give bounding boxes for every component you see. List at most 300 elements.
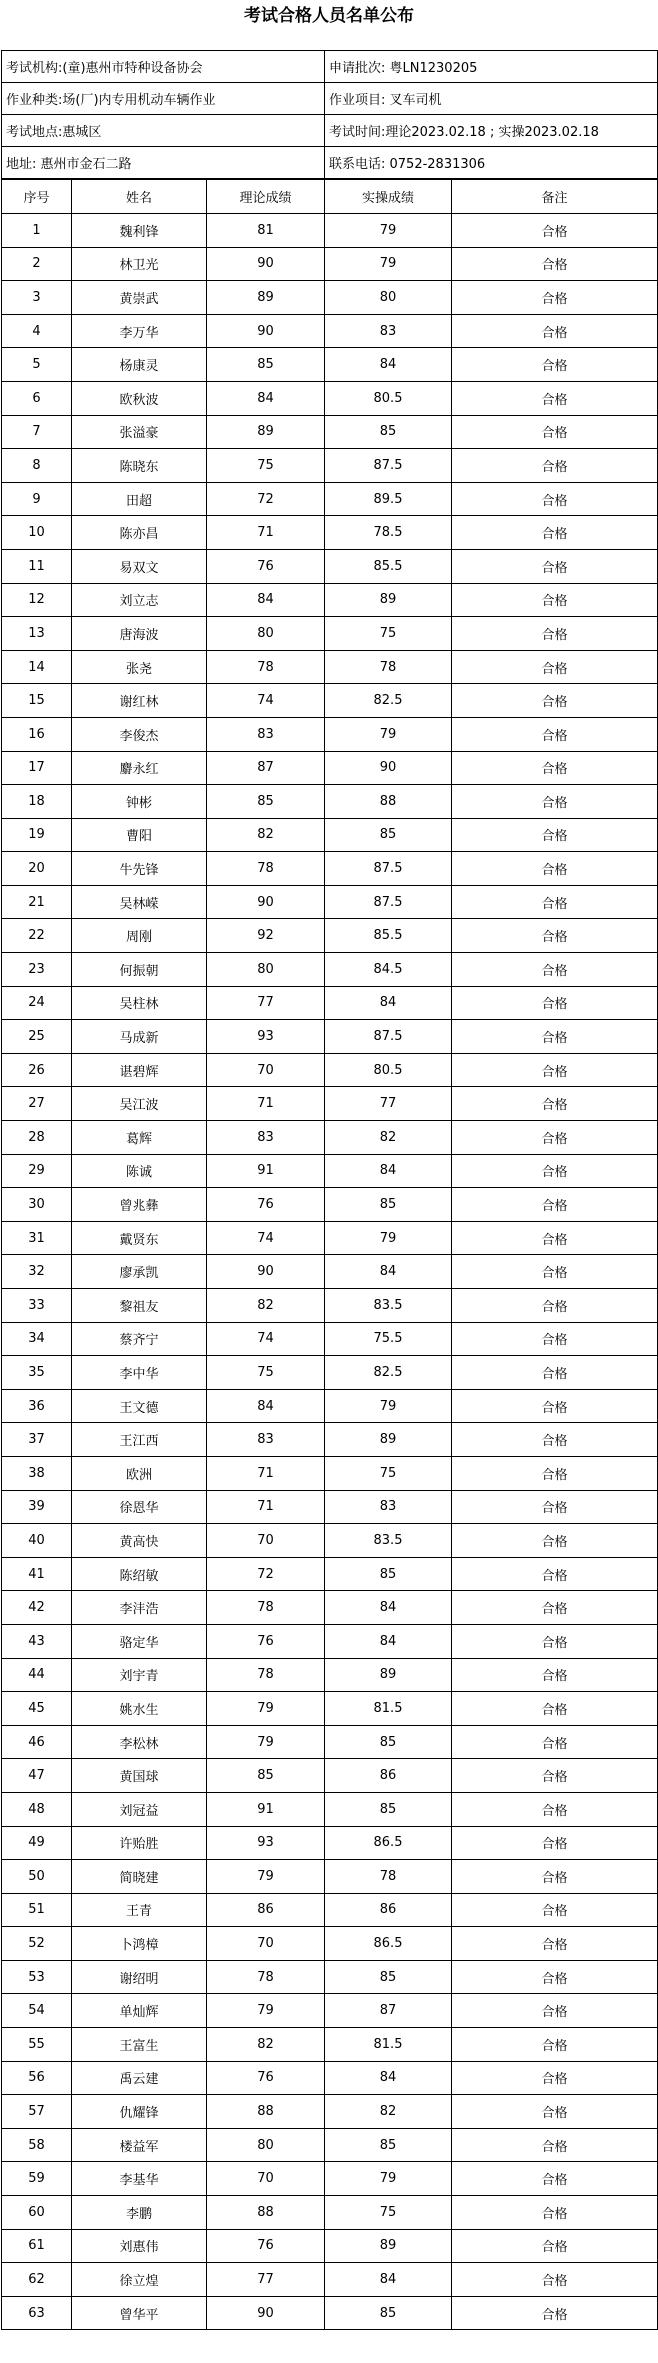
cell-remark: 合格 — [452, 2263, 658, 2297]
cell-index: 43 — [2, 1624, 72, 1658]
table-row — [2, 482, 658, 516]
table-row — [2, 1591, 658, 1625]
cell-practical-score: 90 — [325, 751, 452, 785]
cell-remark: 合格 — [452, 1020, 658, 1054]
cell-index: 61 — [2, 2229, 72, 2263]
cell-theory-score: 80 — [207, 953, 325, 987]
table-row — [2, 684, 658, 718]
cell-theory-score: 84 — [207, 1389, 325, 1423]
cell-theory-score: 85 — [207, 785, 325, 819]
cell-practical-score: 78 — [325, 650, 452, 684]
cell-name: 牛先锋 — [72, 852, 207, 886]
cell-theory-score: 83 — [207, 1121, 325, 1155]
cell-theory-score: 71 — [207, 1490, 325, 1524]
cell-remark: 合格 — [452, 1960, 658, 1994]
cell-index: 15 — [2, 684, 72, 718]
table-row — [2, 583, 658, 617]
cell-index: 30 — [2, 1188, 72, 1222]
cell-index: 18 — [2, 785, 72, 819]
cell-index: 63 — [2, 2296, 72, 2330]
cell-remark: 合格 — [452, 281, 658, 315]
table-row — [2, 281, 658, 315]
cell-remark: 合格 — [452, 1322, 658, 1356]
cell-index: 37 — [2, 1423, 72, 1457]
cell-name: 单灿辉 — [72, 1994, 207, 2028]
table-header-row — [2, 180, 658, 214]
table-row — [2, 1759, 658, 1793]
cell-name: 刘冠益 — [72, 1792, 207, 1826]
cell-practical-score: 88 — [325, 785, 452, 819]
cell-practical-score: 84 — [325, 1154, 452, 1188]
application-batch: 申请批次: 粤LN1230205 — [325, 51, 658, 83]
cell-remark: 合格 — [452, 717, 658, 751]
table-row — [2, 1826, 658, 1860]
table-row — [2, 785, 658, 819]
table-row — [2, 415, 658, 449]
cell-index: 21 — [2, 885, 72, 919]
cell-name: 李沣浩 — [72, 1591, 207, 1625]
cell-name: 麝永红 — [72, 751, 207, 785]
cell-remark: 合格 — [452, 650, 658, 684]
cell-remark: 合格 — [452, 1490, 658, 1524]
cell-index: 54 — [2, 1994, 72, 2028]
cell-index: 48 — [2, 1792, 72, 1826]
table-row — [2, 1255, 658, 1289]
table-row — [2, 1692, 658, 1726]
cell-index: 39 — [2, 1490, 72, 1524]
table-row — [2, 247, 658, 281]
cell-index: 12 — [2, 583, 72, 617]
table-row — [2, 717, 658, 751]
table-row — [2, 1121, 658, 1155]
cell-theory-score: 78 — [207, 650, 325, 684]
cell-theory-score: 70 — [207, 2162, 325, 2196]
cell-practical-score: 89 — [325, 1423, 452, 1457]
cell-name: 禹云建 — [72, 2061, 207, 2095]
results-table — [1, 179, 658, 2330]
cell-name: 陈亦昌 — [72, 516, 207, 550]
cell-index: 58 — [2, 2128, 72, 2162]
cell-name: 欧洲 — [72, 1456, 207, 1490]
cell-practical-score: 79 — [325, 1221, 452, 1255]
cell-remark: 合格 — [452, 1725, 658, 1759]
table-row — [2, 1221, 658, 1255]
cell-remark: 合格 — [452, 214, 658, 248]
cell-remark: 合格 — [452, 1759, 658, 1793]
cell-practical-score: 85 — [325, 2128, 452, 2162]
cell-practical-score: 89 — [325, 2229, 452, 2263]
cell-remark: 合格 — [452, 2229, 658, 2263]
cell-practical-score: 83 — [325, 1490, 452, 1524]
cell-remark: 合格 — [452, 818, 658, 852]
cell-practical-score: 79 — [325, 717, 452, 751]
cell-index: 62 — [2, 2263, 72, 2297]
cell-practical-score: 82.5 — [325, 684, 452, 718]
table-row — [2, 1087, 658, 1121]
table-row — [2, 1860, 658, 1894]
column-header-practical: 实操成绩 — [325, 180, 452, 214]
cell-remark: 合格 — [452, 348, 658, 382]
cell-name: 唐海波 — [72, 617, 207, 651]
cell-practical-score: 84 — [325, 986, 452, 1020]
cell-practical-score: 85 — [325, 1792, 452, 1826]
cell-index: 8 — [2, 449, 72, 483]
cell-theory-score: 76 — [207, 1188, 325, 1222]
table-row — [2, 2162, 658, 2196]
cell-theory-score: 90 — [207, 885, 325, 919]
cell-name: 王富生 — [72, 2028, 207, 2062]
cell-theory-score: 81 — [207, 214, 325, 248]
cell-remark: 合格 — [452, 986, 658, 1020]
table-row — [2, 1994, 658, 2028]
cell-theory-score: 74 — [207, 1221, 325, 1255]
cell-index: 51 — [2, 1893, 72, 1927]
cell-remark: 合格 — [452, 1557, 658, 1591]
cell-name: 陈诚 — [72, 1154, 207, 1188]
column-header-remark: 备注 — [452, 180, 658, 214]
cell-practical-score: 85 — [325, 2296, 452, 2330]
cell-theory-score: 82 — [207, 2028, 325, 2062]
cell-practical-score: 85 — [325, 1725, 452, 1759]
cell-name: 姚水生 — [72, 1692, 207, 1726]
cell-practical-score: 75 — [325, 1456, 452, 1490]
cell-practical-score: 87.5 — [325, 852, 452, 886]
table-row — [2, 1053, 658, 1087]
cell-index: 4 — [2, 314, 72, 348]
cell-theory-score: 80 — [207, 617, 325, 651]
cell-name: 王江西 — [72, 1423, 207, 1457]
cell-theory-score: 77 — [207, 2263, 325, 2297]
cell-name: 吴江波 — [72, 1087, 207, 1121]
cell-name: 廖承凯 — [72, 1255, 207, 1289]
cell-remark: 合格 — [452, 1792, 658, 1826]
cell-practical-score: 86.5 — [325, 1927, 452, 1961]
cell-practical-score: 85 — [325, 818, 452, 852]
cell-name: 易双文 — [72, 549, 207, 583]
cell-remark: 合格 — [452, 919, 658, 953]
table-row — [2, 449, 658, 483]
info-row — [2, 83, 658, 115]
cell-theory-score: 93 — [207, 1020, 325, 1054]
cell-name: 何振朝 — [72, 953, 207, 987]
cell-index: 10 — [2, 516, 72, 550]
cell-theory-score: 78 — [207, 1960, 325, 1994]
cell-name: 谢绍明 — [72, 1960, 207, 1994]
cell-practical-score: 86.5 — [325, 1826, 452, 1860]
cell-index: 34 — [2, 1322, 72, 1356]
cell-name: 刘惠伟 — [72, 2229, 207, 2263]
cell-theory-score: 80 — [207, 2128, 325, 2162]
column-header-theory: 理论成绩 — [207, 180, 325, 214]
cell-name: 曾兆彝 — [72, 1188, 207, 1222]
cell-name: 李基华 — [72, 2162, 207, 2196]
cell-name: 黎祖友 — [72, 1289, 207, 1323]
cell-practical-score: 85.5 — [325, 919, 452, 953]
table-row — [2, 1524, 658, 1558]
cell-name: 吴林嵘 — [72, 885, 207, 919]
cell-practical-score: 84 — [325, 1624, 452, 1658]
cell-remark: 合格 — [452, 1188, 658, 1222]
cell-practical-score: 80 — [325, 281, 452, 315]
cell-index: 7 — [2, 415, 72, 449]
cell-index: 16 — [2, 717, 72, 751]
cell-name: 林卫光 — [72, 247, 207, 281]
cell-index: 2 — [2, 247, 72, 281]
cell-index: 31 — [2, 1221, 72, 1255]
table-row — [2, 650, 658, 684]
cell-name: 周刚 — [72, 919, 207, 953]
cell-practical-score: 79 — [325, 2162, 452, 2196]
cell-remark: 合格 — [452, 1356, 658, 1390]
cell-index: 57 — [2, 2095, 72, 2129]
cell-name: 黄高快 — [72, 1524, 207, 1558]
cell-theory-score: 90 — [207, 314, 325, 348]
cell-name: 王青 — [72, 1893, 207, 1927]
cell-remark: 合格 — [452, 1893, 658, 1927]
cell-name: 欧秋波 — [72, 381, 207, 415]
cell-theory-score: 72 — [207, 1557, 325, 1591]
cell-remark: 合格 — [452, 449, 658, 483]
cell-theory-score: 76 — [207, 549, 325, 583]
cell-index: 22 — [2, 919, 72, 953]
cell-theory-score: 70 — [207, 1927, 325, 1961]
cell-remark: 合格 — [452, 1289, 658, 1323]
cell-name: 卜鸿樟 — [72, 1927, 207, 1961]
cell-name: 马成新 — [72, 1020, 207, 1054]
table-row — [2, 1557, 658, 1591]
cell-practical-score: 79 — [325, 1389, 452, 1423]
cell-remark: 合格 — [452, 1994, 658, 2028]
cell-name: 骆定华 — [72, 1624, 207, 1658]
cell-name: 简晓建 — [72, 1860, 207, 1894]
cell-remark: 合格 — [452, 1087, 658, 1121]
cell-index: 20 — [2, 852, 72, 886]
cell-remark: 合格 — [452, 583, 658, 617]
cell-index: 24 — [2, 986, 72, 1020]
cell-remark: 合格 — [452, 2061, 658, 2095]
cell-name: 吴柱林 — [72, 986, 207, 1020]
table-row — [2, 2229, 658, 2263]
cell-theory-score: 72 — [207, 482, 325, 516]
cell-practical-score: 86 — [325, 1759, 452, 1793]
cell-name: 李松林 — [72, 1725, 207, 1759]
cell-practical-score: 89 — [325, 583, 452, 617]
table-row — [2, 214, 658, 248]
cell-practical-score: 85 — [325, 415, 452, 449]
cell-theory-score: 82 — [207, 818, 325, 852]
cell-index: 53 — [2, 1960, 72, 1994]
cell-index: 19 — [2, 818, 72, 852]
cell-theory-score: 90 — [207, 1255, 325, 1289]
table-row — [2, 953, 658, 987]
cell-index: 26 — [2, 1053, 72, 1087]
exam-org: 考试机构:(童)惠州市特种设备协会 — [2, 51, 325, 83]
cell-name: 杨康灵 — [72, 348, 207, 382]
cell-remark: 合格 — [452, 1591, 658, 1625]
cell-remark: 合格 — [452, 381, 658, 415]
info-row — [2, 115, 658, 147]
cell-name: 仇耀锋 — [72, 2095, 207, 2129]
cell-theory-score: 79 — [207, 1994, 325, 2028]
cell-remark: 合格 — [452, 2162, 658, 2196]
cell-practical-score: 89 — [325, 1658, 452, 1692]
cell-index: 32 — [2, 1255, 72, 1289]
cell-remark: 合格 — [452, 885, 658, 919]
cell-name: 刘立志 — [72, 583, 207, 617]
cell-practical-score: 81.5 — [325, 1692, 452, 1726]
cell-index: 27 — [2, 1087, 72, 1121]
page-title: 考试合格人员名单公布 — [244, 6, 414, 26]
cell-name: 黄国球 — [72, 1759, 207, 1793]
cell-theory-score: 92 — [207, 919, 325, 953]
cell-remark: 合格 — [452, 684, 658, 718]
cell-remark: 合格 — [452, 2296, 658, 2330]
cell-practical-score: 78.5 — [325, 516, 452, 550]
table-row — [2, 617, 658, 651]
contact-phone: 联系电话: 0752-2831306 — [325, 147, 658, 179]
cell-theory-score: 76 — [207, 1624, 325, 1658]
cell-name: 李俊杰 — [72, 717, 207, 751]
table-row — [2, 1658, 658, 1692]
cell-index: 35 — [2, 1356, 72, 1390]
cell-index: 3 — [2, 281, 72, 315]
cell-practical-score: 83 — [325, 314, 452, 348]
cell-practical-score: 79 — [325, 247, 452, 281]
cell-remark: 合格 — [452, 2128, 658, 2162]
cell-theory-score: 74 — [207, 1322, 325, 1356]
cell-remark: 合格 — [452, 247, 658, 281]
cell-theory-score: 86 — [207, 1893, 325, 1927]
cell-remark: 合格 — [452, 1456, 658, 1490]
cell-index: 9 — [2, 482, 72, 516]
exam-place: 考试地点:惠城区 — [2, 115, 325, 147]
cell-index: 14 — [2, 650, 72, 684]
table-row — [2, 2128, 658, 2162]
cell-practical-score: 85 — [325, 1188, 452, 1222]
cell-index: 25 — [2, 1020, 72, 1054]
exam-time: 考试时间:理论2023.02.18 ; 实操2023.02.18 — [325, 115, 658, 147]
cell-name: 谢红林 — [72, 684, 207, 718]
cell-remark: 合格 — [452, 1423, 658, 1457]
column-header-name: 姓名 — [72, 180, 207, 214]
cell-index: 41 — [2, 1557, 72, 1591]
cell-theory-score: 77 — [207, 986, 325, 1020]
cell-index: 28 — [2, 1121, 72, 1155]
cell-practical-score: 85.5 — [325, 549, 452, 583]
cell-remark: 合格 — [452, 482, 658, 516]
table-row — [2, 1356, 658, 1390]
cell-theory-score: 79 — [207, 1725, 325, 1759]
table-row — [2, 885, 658, 919]
cell-theory-score: 78 — [207, 1591, 325, 1625]
table-row — [2, 314, 658, 348]
info-row — [2, 147, 658, 179]
column-header-index: 序号 — [2, 180, 72, 214]
table-row — [2, 919, 658, 953]
cell-index: 11 — [2, 549, 72, 583]
cell-practical-score: 87.5 — [325, 1020, 452, 1054]
table-row — [2, 1624, 658, 1658]
table-row — [2, 1893, 658, 1927]
cell-practical-score: 87.5 — [325, 885, 452, 919]
cell-practical-score: 79 — [325, 214, 452, 248]
cell-index: 33 — [2, 1289, 72, 1323]
cell-remark: 合格 — [452, 953, 658, 987]
exam-info-table — [1, 50, 658, 179]
cell-practical-score: 77 — [325, 1087, 452, 1121]
table-row — [2, 1960, 658, 1994]
cell-theory-score: 90 — [207, 247, 325, 281]
cell-name: 许贻胜 — [72, 1826, 207, 1860]
cell-index: 13 — [2, 617, 72, 651]
cell-practical-score: 82 — [325, 1121, 452, 1155]
cell-remark: 合格 — [452, 314, 658, 348]
cell-index: 42 — [2, 1591, 72, 1625]
table-row — [2, 986, 658, 1020]
cell-remark: 合格 — [452, 1860, 658, 1894]
cell-theory-score: 78 — [207, 1658, 325, 1692]
table-row — [2, 1154, 658, 1188]
cell-name: 钟彬 — [72, 785, 207, 819]
cell-theory-score: 93 — [207, 1826, 325, 1860]
cell-index: 55 — [2, 2028, 72, 2062]
cell-theory-score: 87 — [207, 751, 325, 785]
table-row — [2, 2296, 658, 2330]
cell-theory-score: 84 — [207, 583, 325, 617]
cell-name: 李万华 — [72, 314, 207, 348]
table-row — [2, 1456, 658, 1490]
table-row — [2, 1927, 658, 1961]
cell-theory-score: 88 — [207, 2196, 325, 2230]
cell-index: 17 — [2, 751, 72, 785]
table-row — [2, 381, 658, 415]
cell-practical-score: 83.5 — [325, 1524, 452, 1558]
cell-theory-score: 82 — [207, 1289, 325, 1323]
cell-theory-score: 75 — [207, 449, 325, 483]
cell-name: 楼益军 — [72, 2128, 207, 2162]
cell-practical-score: 84 — [325, 1255, 452, 1289]
cell-index: 46 — [2, 1725, 72, 1759]
cell-index: 59 — [2, 2162, 72, 2196]
cell-index: 50 — [2, 1860, 72, 1894]
cell-remark: 合格 — [452, 1658, 658, 1692]
cell-name: 李鹏 — [72, 2196, 207, 2230]
table-row — [2, 1020, 658, 1054]
cell-remark: 合格 — [452, 1524, 658, 1558]
cell-remark: 合格 — [452, 1154, 658, 1188]
table-row — [2, 1289, 658, 1323]
cell-practical-score: 81.5 — [325, 2028, 452, 2062]
table-row — [2, 2061, 658, 2095]
info-row — [2, 51, 658, 83]
cell-theory-score: 71 — [207, 1456, 325, 1490]
cell-remark: 合格 — [452, 1053, 658, 1087]
cell-practical-score: 86 — [325, 1893, 452, 1927]
cell-name: 张溢豪 — [72, 415, 207, 449]
work-project: 作业项目: 叉车司机 — [325, 83, 658, 115]
cell-theory-score: 85 — [207, 1759, 325, 1793]
cell-index: 38 — [2, 1456, 72, 1490]
cell-theory-score: 79 — [207, 1860, 325, 1894]
cell-theory-score: 83 — [207, 1423, 325, 1457]
address: 地址: 惠州市金石二路 — [2, 147, 325, 179]
table-row — [2, 1188, 658, 1222]
table-row — [2, 549, 658, 583]
cell-index: 5 — [2, 348, 72, 382]
cell-name: 陈绍敏 — [72, 1557, 207, 1591]
cell-remark: 合格 — [452, 751, 658, 785]
cell-remark: 合格 — [452, 1121, 658, 1155]
